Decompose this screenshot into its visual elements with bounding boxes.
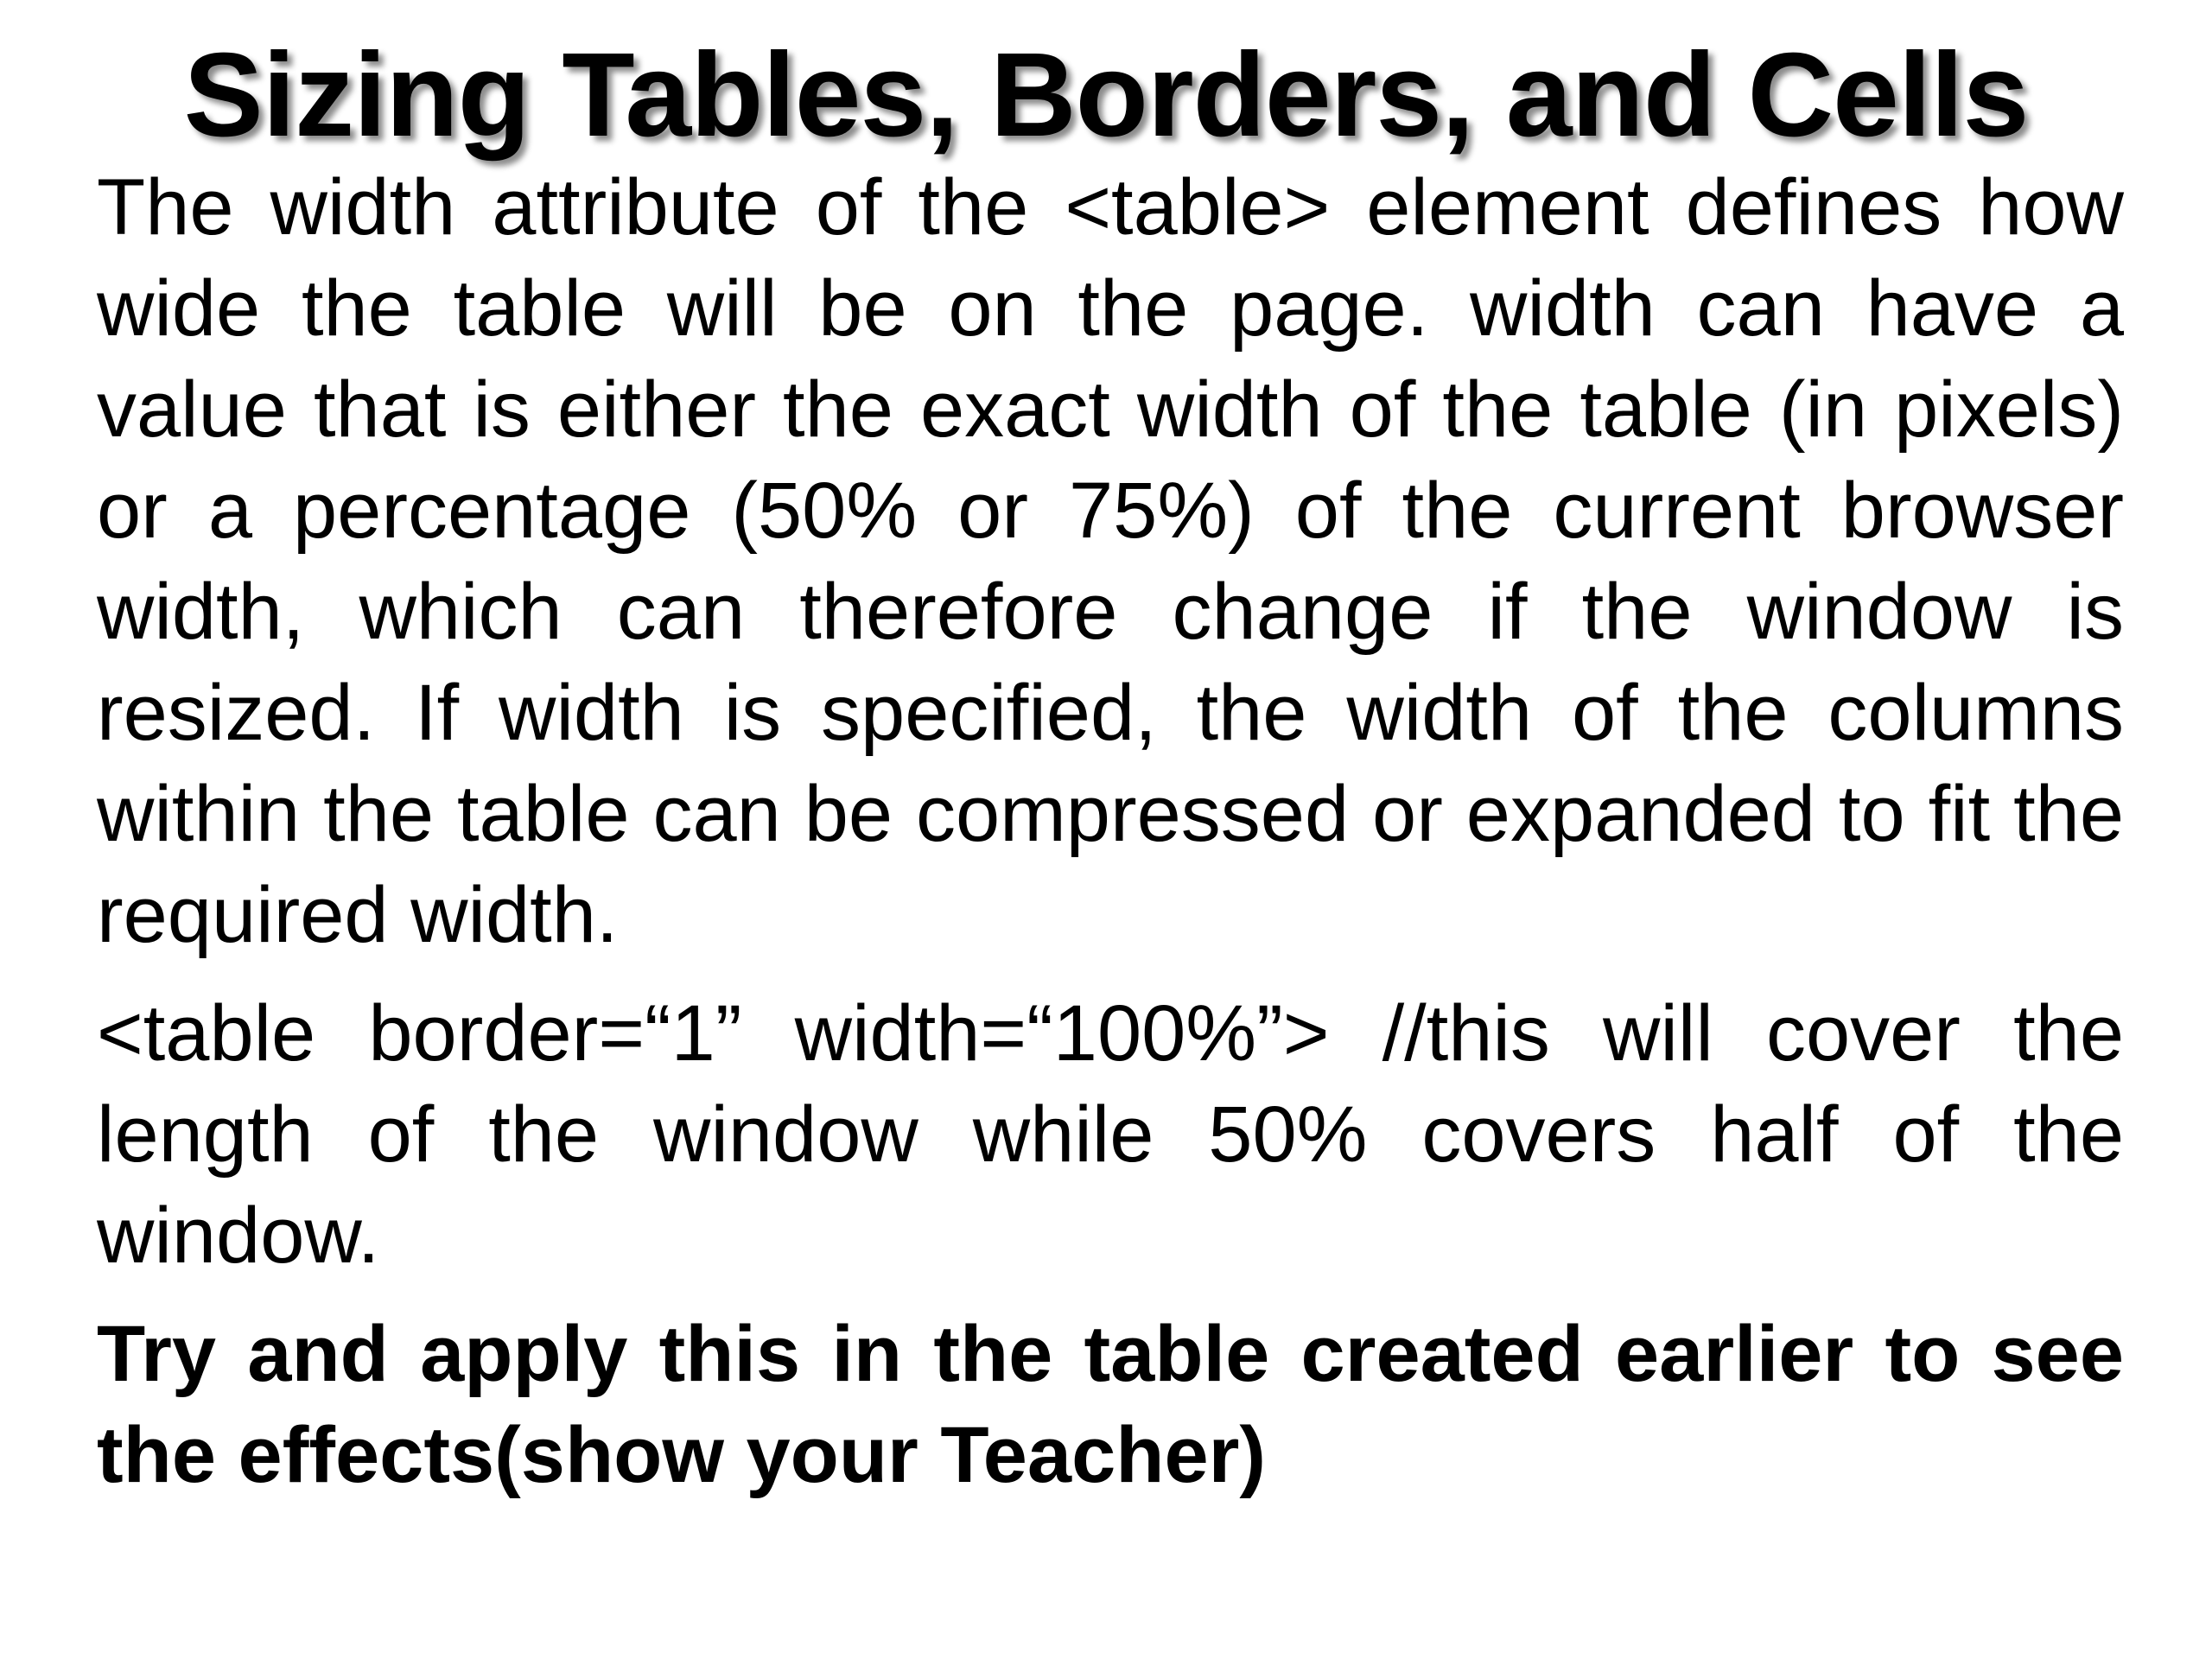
slide-title: Sizing Tables, Borders, and Cells	[183, 29, 2029, 162]
slide-body	[97, 157, 2124, 1506]
paragraph-instruction: Try and apply this in the table created earlier to see the effects(show your Teacher)	[97, 1310, 2124, 1499]
paragraph-table-example: <table border=“1” width=“100%”> //this will cover the length of the window while 50% covers half of the window.	[97, 989, 2124, 1280]
paragraph-width-attribute: The width attribute of the <table> element defines how wide the table will be on the page. width can have a value that is either the exact width of the table (in pixels) or a percentage (50% or 75%) of the current browser width, which can therefore change if the window is resized. If width is specified, the width of the columns within the table can be compressed or expanded to fit the required width.	[97, 163, 2124, 959]
